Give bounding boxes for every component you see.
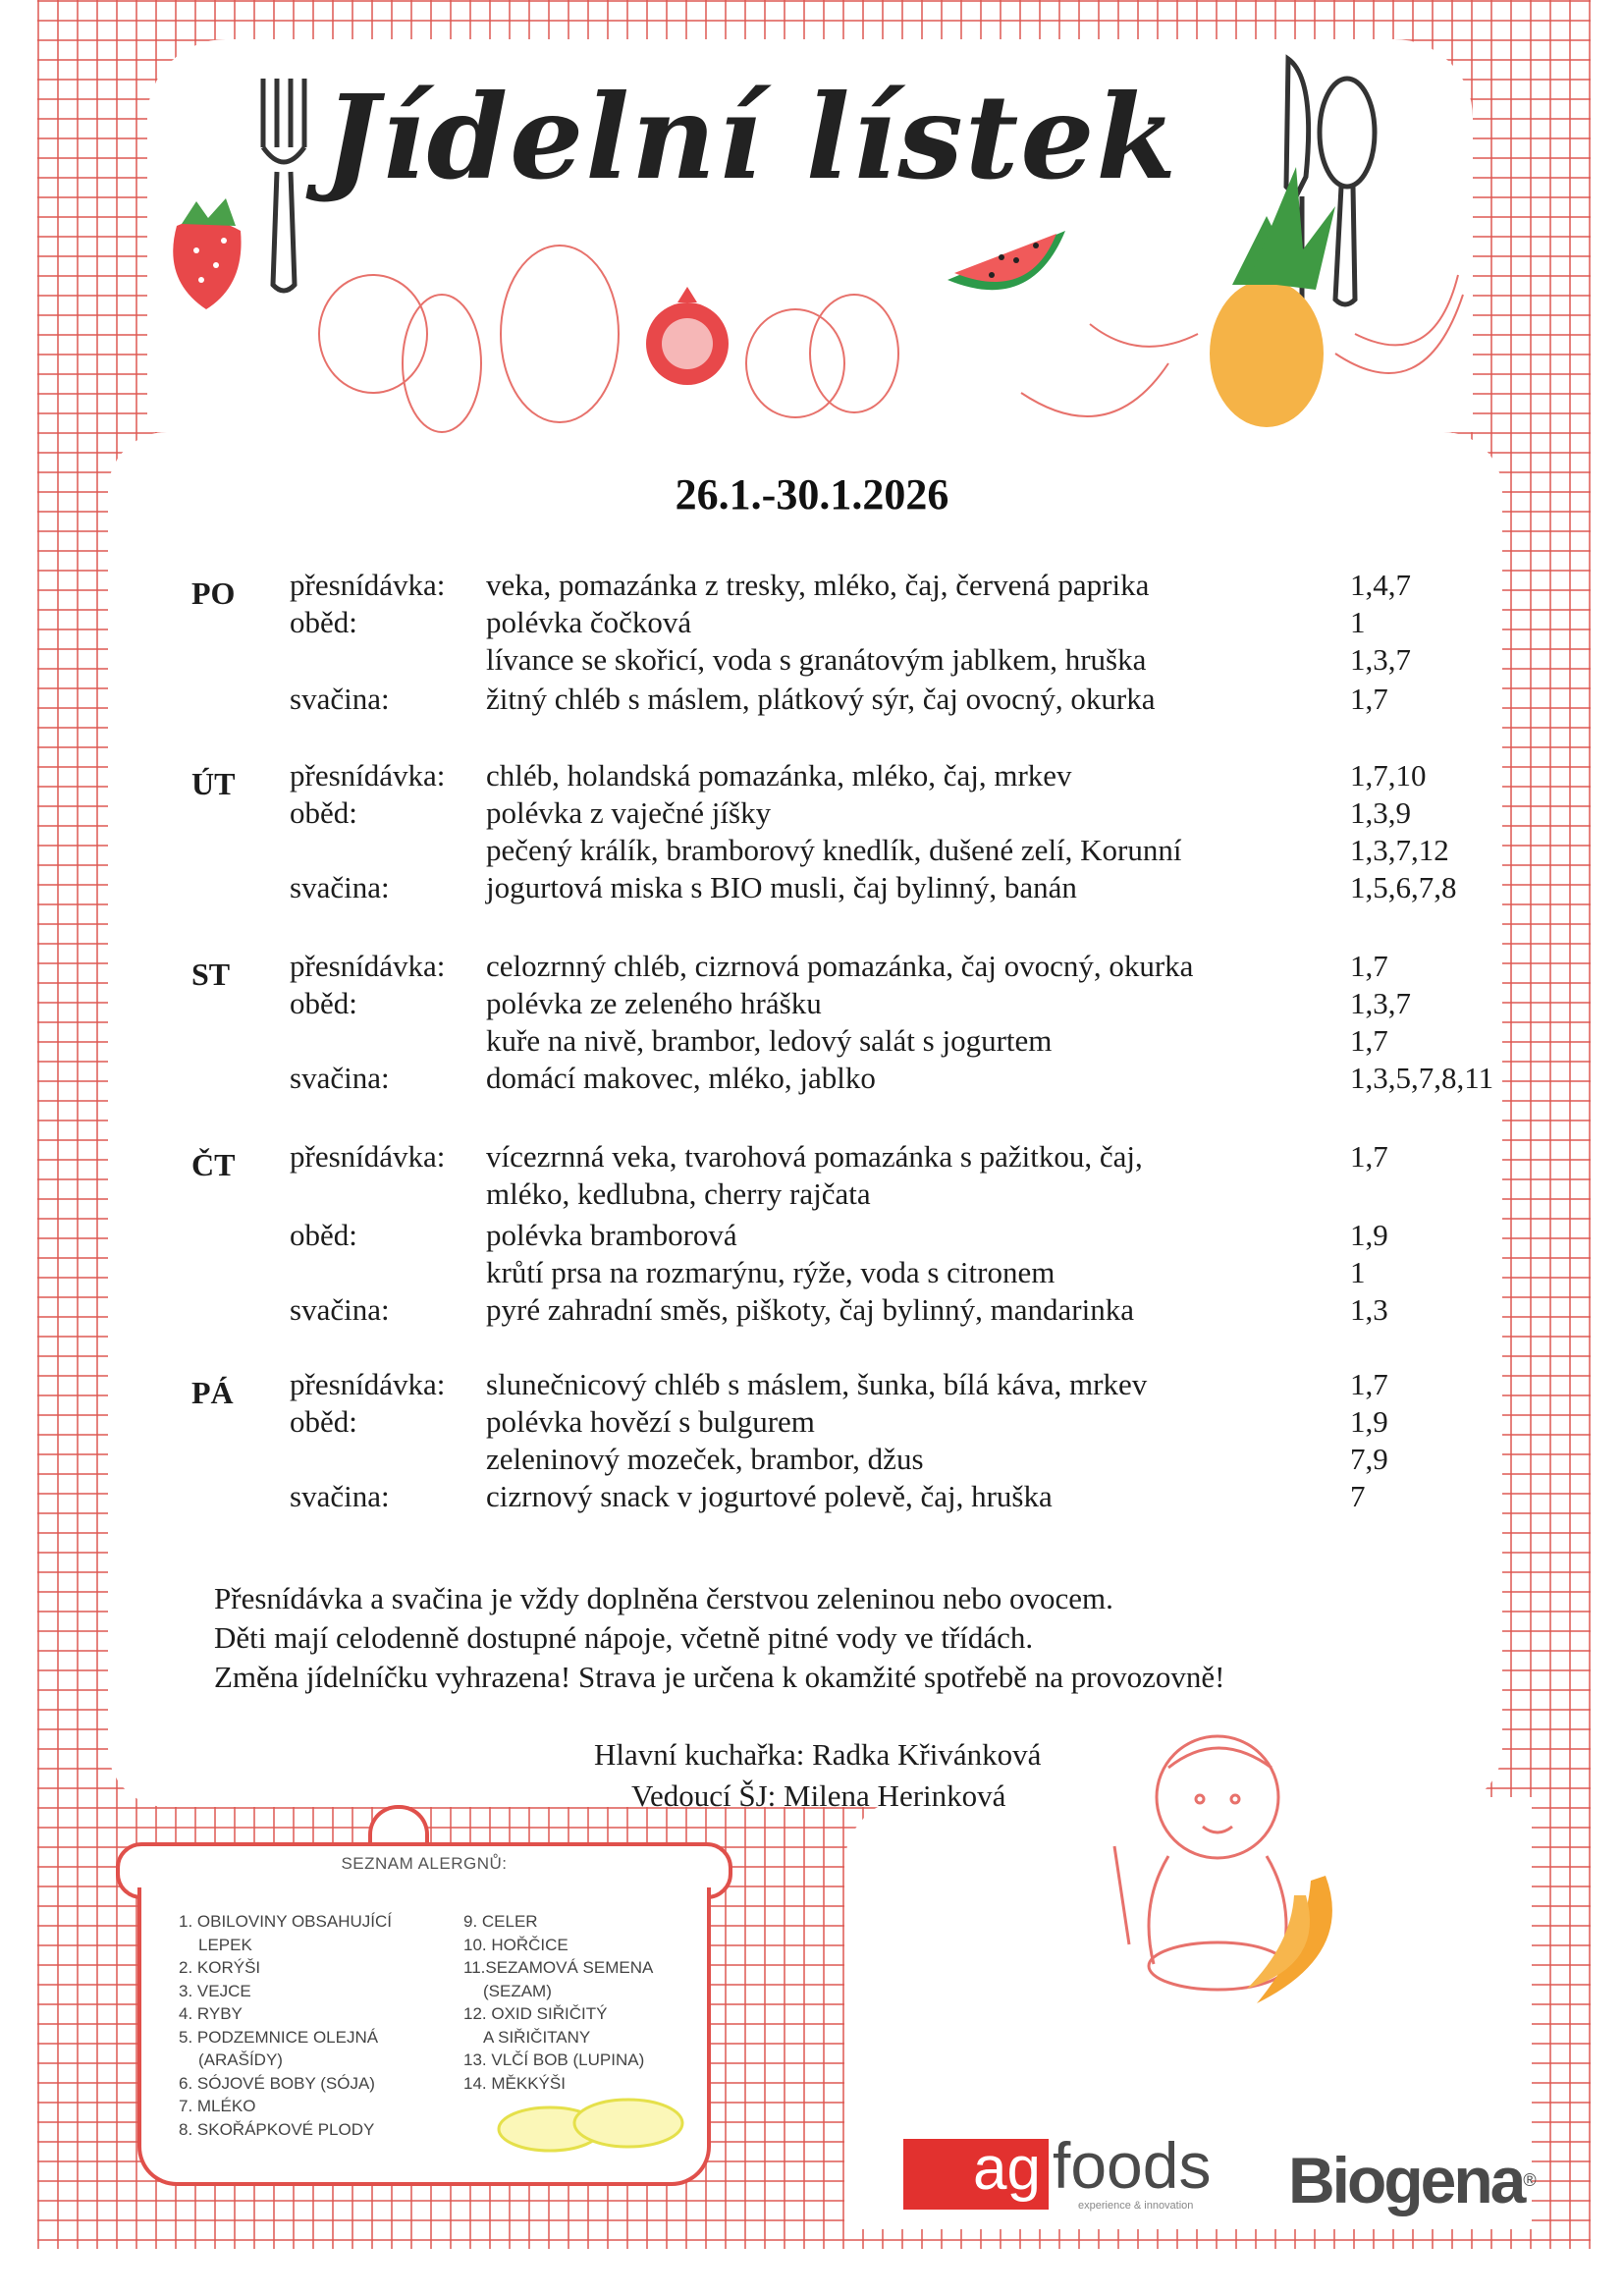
- day-block-st: [191, 949, 1494, 1116]
- allergen-item: 10. HOŘČICE: [463, 1935, 568, 1954]
- meal-row: [290, 1479, 1468, 1518]
- allergen-item: 4. RYBY: [179, 2004, 243, 2023]
- meal-row: [290, 1367, 1468, 1406]
- day-block-pa: [191, 1367, 1468, 1534]
- meal-row: [290, 1061, 1494, 1100]
- allergen-codes: 1,3,9: [1350, 795, 1411, 830]
- meal-row: [290, 1404, 1468, 1444]
- ag-mark: ag: [903, 2139, 1049, 2210]
- day-code: ST: [191, 957, 231, 992]
- head-cook: Hlavní kuchařka: Radka Křivánková: [594, 1737, 1042, 1772]
- meal-row: [290, 949, 1468, 988]
- meal-text: žitný chléb s máslem, plátkový sýr, čaj ovocný, okurka: [486, 682, 1156, 716]
- agfoods-tagline: experience & innovation: [1078, 2200, 1194, 2212]
- allergen-item: 11.SEZAMOVÁ SEMENA: [463, 1958, 654, 1977]
- allergen-codes: 1,5,6,7,8: [1350, 870, 1457, 904]
- allergen-item: 12. OXID SIŘIČITÝ: [463, 2004, 608, 2023]
- allergen-item: 14. MĚKKÝŠI: [463, 2073, 566, 2093]
- allergen-codes: 1,7: [1350, 682, 1388, 716]
- day-code: ÚT: [191, 766, 236, 801]
- meal-label: přesnídávka:: [290, 1139, 446, 1174]
- meal-row: [290, 605, 1468, 644]
- meal-text: krůtí prsa na rozmarýnu, rýže, voda s citronem: [486, 1255, 1056, 1289]
- meal-row: [290, 1176, 1468, 1216]
- meal-text: vícezrnná veka, tvarohová pomazánka s pažitkou, čaj,: [486, 1139, 1143, 1174]
- allergen-codes: 1: [1350, 1255, 1366, 1289]
- allergen-item: 3. VEJCE: [179, 1981, 251, 2000]
- day-block-po: [191, 568, 1468, 735]
- day-code: ČT: [191, 1147, 236, 1182]
- strawberry-icon: [173, 198, 241, 309]
- meal-text: jogurtová miska s BIO musli, čaj bylinný, banán: [486, 870, 1077, 904]
- meal-text: polévka z vaječné jíšky: [486, 795, 772, 830]
- meal-label: oběd:: [290, 795, 357, 830]
- meal-label: svačina:: [290, 1061, 390, 1095]
- meal-row: [290, 1023, 1468, 1063]
- meal-text: lívance se skořicí, voda s granátovým jablkem, hruška: [486, 642, 1147, 677]
- day-code: PO: [191, 575, 236, 611]
- allergen-codes: 1,3,7,12: [1350, 833, 1449, 867]
- registered-mark: ®: [1523, 2170, 1537, 2190]
- meal-text: domácí makovec, mléko, jablko: [486, 1061, 876, 1095]
- meal-label: svačina:: [290, 1479, 390, 1513]
- allergen-codes: 1,9: [1350, 1404, 1388, 1439]
- meal-label: přesnídávka:: [290, 568, 446, 602]
- canteen-manager: Vedoucí ŠJ: Milena Herinková: [631, 1778, 1006, 1813]
- meal-row: [290, 870, 1468, 909]
- day-code: PÁ: [191, 1375, 234, 1410]
- allergen-item: 2. KORÝŠI: [179, 1958, 261, 1977]
- meal-text: mléko, kedlubna, cherry rajčata: [486, 1176, 871, 1211]
- allergen-item: (SEZAM): [483, 1981, 552, 2000]
- foods-wordmark: foods: [1053, 2129, 1212, 2202]
- meal-label: přesnídávka:: [290, 949, 446, 983]
- meal-text: kuře na nivě, brambor, ledový salát s jogurtem: [486, 1023, 1053, 1058]
- allergen-codes: 1,3,7: [1350, 986, 1411, 1020]
- lemon-slices-icon: [491, 2092, 687, 2160]
- fork-icon: [263, 79, 304, 291]
- allergen-item: 9. CELER: [463, 1912, 538, 1931]
- meal-text: pečený králík, bramborový knedlík, dušené zelí, Korunní: [486, 833, 1182, 867]
- meal-label: svačina:: [290, 1292, 390, 1327]
- meal-label: svačina:: [290, 682, 390, 716]
- meal-text: polévka bramborová: [486, 1218, 737, 1252]
- meal-text: celozrnný chléb, cizrnová pomazánka, čaj ovocný, okurka: [486, 949, 1194, 983]
- meal-row: [290, 1292, 1468, 1332]
- meal-label: oběd:: [290, 986, 357, 1020]
- meal-label: oběd:: [290, 1218, 357, 1252]
- staff-info: [594, 1734, 1041, 1817]
- allergen-list-title: SEZNAM ALERGNŮ:: [341, 1854, 508, 1873]
- allergen-codes: 1,3: [1350, 1292, 1388, 1327]
- meal-row: [290, 833, 1468, 872]
- banana-icon: [1237, 1866, 1355, 2013]
- meal-row: [290, 682, 1468, 721]
- allergen-item: LEPEK: [198, 1935, 252, 1954]
- allergen-codes: 1,7: [1350, 1367, 1388, 1401]
- allergen-codes: 1,4,7: [1350, 568, 1411, 602]
- pomegranate-icon: [646, 287, 729, 385]
- allergen-codes: 1,7,10: [1350, 758, 1427, 793]
- meal-text: slunečnicový chléb s máslem, šunka, bílá káva, mrkev: [486, 1367, 1148, 1401]
- allergen-codes: 1,3,5,7,8,11: [1350, 1061, 1494, 1095]
- meal-row: [290, 986, 1468, 1025]
- allergen-item: A SIŘIČITANY: [483, 2027, 591, 2047]
- allergen-list-right: [463, 1910, 653, 2095]
- allergen-codes: 7,9: [1350, 1442, 1388, 1476]
- note-line: Přesnídávka a svačina je vždy doplněna čerstvou zeleninou nebo ovocem.: [214, 1581, 1113, 1615]
- meal-text: polévka ze zeleného hrášku: [486, 986, 822, 1020]
- meal-text: polévka hovězí s bulgurem: [486, 1404, 815, 1439]
- allergen-codes: 1: [1350, 605, 1366, 639]
- date-range: 26.1.-30.1.2026: [675, 470, 949, 519]
- bottom-margin: [37, 2249, 1591, 2296]
- allergen-codes: 1,7: [1350, 949, 1388, 983]
- allergen-item: 13. VLČÍ BOB (LUPINA): [463, 2050, 645, 2069]
- allergen-item: 7. MLÉKO: [179, 2097, 256, 2115]
- meal-row: [290, 1442, 1468, 1481]
- allergen-list-left: [179, 1910, 392, 2141]
- meal-row: [290, 795, 1468, 835]
- meal-text: pyré zahradní směs, piškoty, čaj bylinný, mandarinka: [486, 1292, 1135, 1327]
- biogena-wordmark: Biogena: [1288, 2144, 1524, 2216]
- meal-label: oběd:: [290, 605, 357, 639]
- note-line: Změna jídelníčku vyhrazena! Strava je určena k okamžité spotřebě na provozovně!: [214, 1660, 1225, 1694]
- allergen-codes: 1,7: [1350, 1139, 1388, 1174]
- meal-text: chléb, holandská pomazánka, mléko, čaj, mrkev: [486, 758, 1072, 793]
- meal-row: [290, 568, 1468, 607]
- meal-row: [290, 1255, 1468, 1294]
- allergen-codes: 1,7: [1350, 1023, 1388, 1058]
- meal-label: oběd:: [290, 1404, 357, 1439]
- meal-row: [290, 1139, 1468, 1178]
- page-title: Jídelní lístek: [324, 69, 1179, 205]
- meal-row: [290, 1218, 1468, 1257]
- allergen-item: 8. SKOŘÁPKOVÉ PLODY: [179, 2119, 375, 2139]
- meal-row: [290, 642, 1468, 682]
- meal-text: veka, pomazánka z tresky, mléko, čaj, červená paprika: [486, 568, 1150, 602]
- watermelon-icon: [947, 231, 1065, 290]
- allergen-item: 5. PODZEMNICE OLEJNÁ: [179, 2027, 379, 2047]
- allergen-item: 1. OBILOVINY OBSAHUJÍCÍ: [179, 1912, 392, 1931]
- allergen-codes: 1,9: [1350, 1218, 1388, 1252]
- spoon-icon: [1320, 79, 1375, 304]
- allergen-item: 6. SÓJOVÉ BOBY (SÓJA): [179, 2073, 375, 2093]
- meal-label: přesnídávka:: [290, 1367, 446, 1401]
- allergen-codes: 1,3,7: [1350, 642, 1411, 677]
- notes: [214, 1579, 1392, 1697]
- meal-label: přesnídávka:: [290, 758, 446, 793]
- allergen-codes: 7: [1350, 1479, 1366, 1513]
- biogena-logo: [1288, 2141, 1537, 2219]
- day-block-ct: [191, 1139, 1468, 1336]
- meal-label: svačina:: [290, 870, 390, 904]
- meal-text: cizrnový snack v jogurtové polevě, čaj, hruška: [486, 1479, 1053, 1513]
- meal-text: polévka čočková: [486, 605, 692, 639]
- day-block-ut: [191, 758, 1468, 925]
- meal-text: zeleninový mozeček, brambor, džus: [486, 1442, 924, 1476]
- note-line: Děti mají celodenně dostupné nápoje, včetně pitné vody ve třídách.: [214, 1620, 1034, 1655]
- allergen-item: (ARAŠÍDY): [198, 2050, 283, 2069]
- meal-row: [290, 758, 1468, 797]
